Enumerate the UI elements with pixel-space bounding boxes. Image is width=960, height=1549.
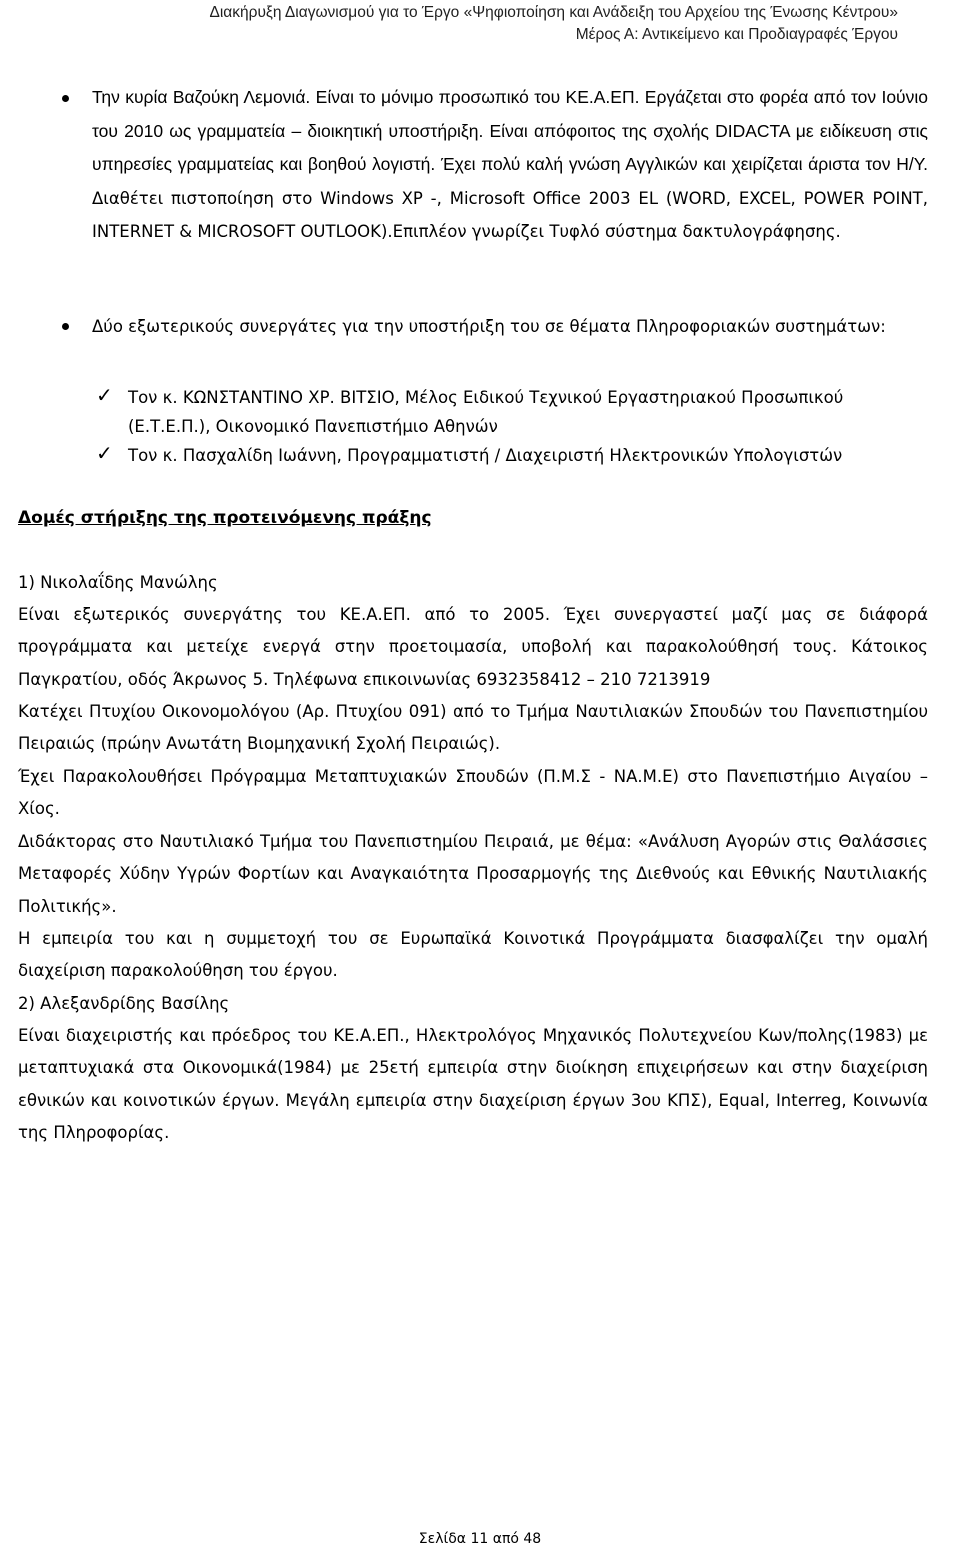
checkmark-icon: ✓ [96,443,113,465]
bullet-text-staff [92,81,928,249]
bullet-text-staff-part2: Διαθέτει πιστοποίηση στο Windows XP -, Microsoft Office 2003 EL (WORD, EXCEL, POWER POINT, INTERNET & MICROSOFT OUTLOOK).Επιπλέον γνωρίζει Τυφλό σύστημα δακτυλογράφησης. [92,188,928,241]
document-header [210,2,899,46]
check-item-paschalidis [96,441,928,470]
paragraph-phd-1: Διδάκτορας στο Ναυτιλιακό Τμήμα του Πανεπιστημίου Πειραιά, με θέμα: «Ανάλυση Αγορών στις Θαλάσσιες Μεταφορές Χύδην Υγρών Φορτίων και Αναγκαιότητα Προσαρμογής της Διεθνούς και Εθνικής Ναυτιλιακής Πολιτικής». [18,832,928,916]
paragraph-education-1: Κατέχει Πτυχίου Οικονομολόγου (Αρ. Πτυχίου 091) από το Τμήμα Ναυτιλιακών Σπουδών του Πανεπιστημίου Πειραιώς (πρώην Ανωτάτη Βιομηχανική Σχολή Πειραιώς). [18,702,928,754]
page-footer: Σελίδα 11 από 48 [418,1531,542,1547]
check-text-vitsios: Τον κ. ΚΩΝΣΤΑΝΤΙΝΟ ΧΡ. ΒΙΤΣΙΟ, Μέλος Ειδικού Τεχνικού Εργαστηριακού Προσωπικού (Ε.Τ.Ε.Π.), Οικονομικό Πανεπιστήμιο Αθηνών [128,388,844,436]
header-subtitle: Μέρος Α: Αντικείμενο και Προδιαγραφές Έργου [575,26,898,43]
bullet-icon [62,323,69,330]
paragraph-heading-2: 2) Αλεξανδρίδης Βασίλης [18,994,230,1013]
check-item-vitsios [96,383,928,441]
bullet-icon [62,95,69,102]
paragraph-heading-1: 1) Νικολαΐδης Μανώλης [18,573,218,592]
bullet-item-staff [62,81,928,249]
paragraph-bio-2: Είναι διαχειριστής και πρόεδρος του ΚΕ.Α.ΕΠ., Ηλεκτρολόγος Μηχανικός Πολυτεχνείου Κων/πολης(1983) με μεταπτυχιακά στα Οικονομικά(1984) με 25ετή εμπειρία στην διοίκηση επιχειρήσεων και στην διαχείριση εθνικών και κοινοτικών έργων. Μεγάλη εμπειρία στην διαχείριση έργων 3ου ΚΠΣ), Equal, Interreg, Κοινωνία της Πληροφορίας. [18,1026,928,1142]
checkmark-icon: ✓ [96,385,113,407]
paragraph-experience-1: Η εμπειρία του και η συμμετοχή του σε Ευρωπαϊκά Κοινοτικά Προγράμματα διασφαλίζει την ομαλή διαχείριση παρακολούθηση του έργου. [18,929,928,981]
check-text-paschalidis: Τον κ. Πασχαλίδη Ιωάννη, Προγραμματιστή / Διαχειριστή Ηλεκτρονικών Υπολογιστών [128,446,843,465]
paragraph-bio-1: Είναι εξωτερικός συνεργάτης του ΚΕ.Α.ΕΠ. από το 2005. Έχει συνεργαστεί μαζί μας σε διάφορά προγράμματα και μετείχε ενεργά στην προετοιμασία, υποβολή και παρακολούθησή τους. Κάτοικος Παγκρατίου, οδός Άκρωνος 5. Τηλέφωνα επικοινωνίας 6932358412 – 210 7213919 [18,605,928,689]
bullet-item-external [62,310,928,344]
section-title: Δομές στήριξης της προτεινόμενης πράξης [18,508,432,528]
bullet-text-staff-part1: Την κυρία Βαζούκη Λεμονιά. Είναι το μόνιμο προσωπικό του ΚΕ.Α.ΕΠ. Εργάζεται στο φορέα από τον Ιούνιο του 2010 ως γραμματεία – διοικητική υποστήριξη. Είναι απόφοιτος της σχολής DIDACTA με ειδίκευση στις υπηρεσίες γραμματείας και βοηθού λογιστή. Έχει πολύ καλή γνώση Αγγλικών και χειρίζεται άριστα τον Η/Υ. [92,87,928,174]
header-title: Διακήρυξη Διαγωνισμού για το Έργο «Ψηφιοποίηση και Ανάδειξη του Αρχείου της Ένωσης Κέντρου» [209,4,898,21]
paragraph-masters-1: Έχει Παρακολουθήσει Πρόγραμμα Μεταπτυχιακών Σπουδών (Π.Μ.Σ - ΝΑ.Μ.Ε) στο Πανεπιστήμιο Αιγαίου – Χίος. [18,767,928,819]
bullet-text-external: Δύο εξωτερικούς συνεργάτες για την υποστήριξη του σε θέματα Πληροφοριακών συστημάτων: [92,317,886,336]
